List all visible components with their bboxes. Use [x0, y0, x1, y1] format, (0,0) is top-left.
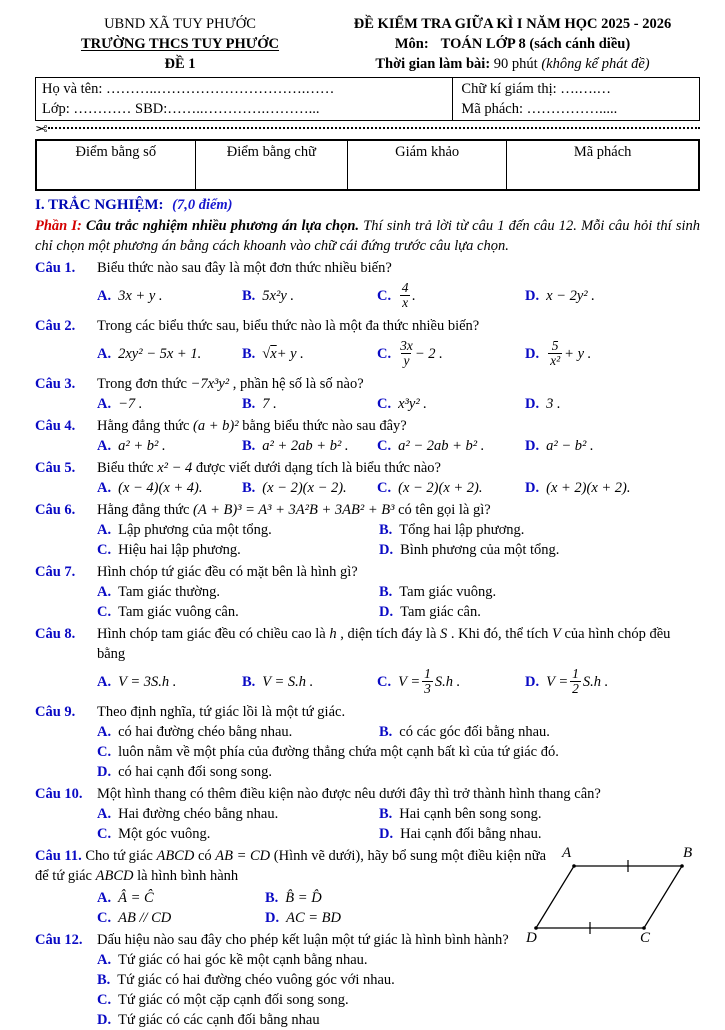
scissors-icon: ✂	[35, 120, 48, 138]
score-table	[35, 139, 700, 191]
option-c	[97, 602, 379, 622]
option-letter: D.	[97, 1011, 112, 1028]
option-d	[265, 908, 341, 928]
question-12-label: Câu 12.	[35, 931, 83, 948]
option-b	[379, 520, 524, 540]
option-d	[525, 286, 595, 306]
option-letter: D.	[97, 763, 112, 780]
question-9-options-row1	[35, 722, 700, 742]
question-text-part: là hình bình hành	[133, 867, 239, 884]
option-text: (x − 4)(x + 4).	[118, 479, 203, 496]
option-d	[525, 667, 608, 696]
option-letter: B.	[242, 287, 256, 304]
examiner-header: Giám khảo	[348, 140, 507, 190]
option-text: S.h .	[582, 673, 609, 690]
option-text: có hai đường chéo bằng nhau.	[118, 723, 293, 740]
option-a	[97, 672, 242, 692]
option-b	[265, 888, 322, 908]
class-sbd-field: Lớp: ………… SBD:……..………….………...	[42, 101, 320, 117]
option-letter: D.	[525, 437, 540, 454]
option-letter: D.	[525, 395, 540, 412]
question-12-option-a	[35, 950, 700, 970]
question-10-label: Câu 10.	[35, 785, 83, 802]
fraction	[400, 281, 410, 310]
option-text: AB // CD	[118, 909, 172, 926]
duration-line	[325, 54, 700, 74]
option-letter: A.	[97, 723, 112, 740]
option-a	[97, 344, 242, 364]
option-text: a² − 2ab + b² .	[398, 437, 485, 454]
option-letter: A.	[97, 479, 112, 496]
option-letter: A.	[97, 805, 112, 822]
question-text-part: có	[194, 847, 216, 864]
option-text: Tứ giác có hai góc kề một cạnh bằng nhau.	[118, 951, 368, 968]
option-text: Hai cạnh bên song song.	[399, 805, 542, 822]
question-8-text	[97, 624, 700, 664]
fraction-numerator: 5	[551, 338, 559, 354]
vertex-label-d: D	[526, 929, 537, 946]
fraction-numerator: 1	[424, 666, 431, 682]
option-letter: B.	[97, 971, 111, 988]
question-text-part: bằng biểu thức nào sau đây?	[238, 417, 407, 434]
option-text: a² + b² .	[118, 437, 166, 454]
option-text: Tứ giác có hai đường chéo vuông góc với nhau.	[117, 971, 395, 988]
option-letter: B.	[379, 805, 393, 822]
fraction-denominator: y	[403, 353, 410, 369]
option-letter: C.	[377, 437, 392, 454]
question-text-part: được viết dưới dạng tích là biểu thức nào?	[192, 459, 441, 476]
vertex-label-b: B	[683, 844, 693, 861]
question-5-options	[35, 478, 700, 498]
option-text: Tam giác vuông.	[399, 583, 497, 600]
question-4	[35, 416, 700, 456]
option-letter: C.	[97, 825, 112, 842]
question-5	[35, 458, 700, 498]
option-text: (x + 2)(x + 2).	[546, 479, 631, 496]
part-1-bold: Câu trắc nghiệm nhiều phương án lựa chọn.	[81, 217, 360, 234]
option-d	[379, 824, 541, 844]
question-1-options	[35, 278, 700, 314]
issuer-name: UBND XÃ TUY PHƯỚC	[104, 16, 256, 32]
question-text-part: Cho tứ giác	[81, 847, 157, 864]
fraction-denominator: 3	[424, 681, 431, 697]
question-math: ABCD	[95, 867, 134, 884]
question-text-part: Biểu thức	[97, 459, 158, 476]
question-6-text	[97, 500, 700, 520]
option-a	[97, 804, 379, 824]
option-letter: A.	[97, 889, 112, 906]
subject-label: Môn:	[394, 36, 429, 52]
option-text: Lập phương của một tổng.	[118, 521, 272, 538]
fraction	[400, 339, 413, 368]
question-7-label: Câu 7.	[35, 563, 76, 580]
option-text: Hai đường chéo bằng nhau.	[118, 805, 279, 822]
option-d	[525, 436, 594, 456]
option-text: a² − b² .	[546, 437, 594, 454]
option-letter: C.	[377, 287, 392, 304]
option-c	[377, 478, 525, 498]
duration-label: Thời gian làm bài:	[375, 56, 491, 72]
question-9-label: Câu 9.	[35, 703, 76, 720]
question-text-part: . Khi đó, thể tích	[447, 625, 553, 642]
option-text: 5x²y .	[262, 287, 295, 304]
option-letter: D.	[379, 825, 394, 842]
fraction-denominator: x	[402, 295, 409, 311]
option-text: x − 2y² .	[546, 287, 595, 304]
code-field: Mã phách: …………….....	[461, 101, 618, 117]
question-3-text	[97, 374, 700, 394]
option-text: AC = BD	[286, 909, 342, 926]
option-text: S.h .	[434, 673, 461, 690]
question-math: V	[552, 625, 561, 642]
option-a	[97, 888, 265, 908]
option-letter: D.	[525, 673, 540, 690]
part-1-intro	[35, 216, 700, 256]
proctor-signature-field: Chữ kí giám thị: ….….…	[461, 81, 612, 97]
option-c	[97, 908, 265, 928]
question-3-label: Câu 3.	[35, 375, 76, 392]
option-a	[97, 436, 242, 456]
question-text-part: Trong đơn thức	[97, 375, 191, 392]
option-text: .	[412, 287, 416, 304]
question-9	[35, 702, 700, 782]
fraction-numerator: 3x	[400, 338, 413, 354]
question-math: ABCD	[156, 847, 195, 864]
option-letter: B.	[379, 521, 393, 538]
section-1-points: (7,0 điểm)	[172, 197, 233, 213]
question-10	[35, 784, 700, 844]
option-text: 2xy² − 5x + 1.	[118, 345, 202, 362]
option-letter: B.	[242, 673, 256, 690]
option-letter: C.	[97, 991, 112, 1008]
option-c	[377, 339, 525, 368]
cut-dotted-line	[48, 127, 700, 129]
option-text: V = 3S.h .	[118, 673, 177, 690]
question-8-label: Câu 8.	[35, 625, 76, 642]
option-letter: D.	[379, 541, 394, 558]
header-left	[35, 14, 325, 74]
question-8	[35, 624, 700, 700]
radical-sign: √	[262, 345, 271, 362]
question-text-part: Hằng đẳng thức	[97, 417, 194, 434]
fraction-denominator: x²	[550, 353, 561, 369]
question-4-label: Câu 4.	[35, 417, 76, 434]
question-2-label: Câu 2.	[35, 317, 76, 334]
option-d	[525, 339, 591, 368]
question-4-options	[35, 436, 700, 456]
part-1-label: Phần I:	[35, 217, 82, 234]
option-text: 7 .	[262, 395, 277, 412]
question-text-part: (Hình vẽ dưới), hãy bổ sung một điều kiện nữa để tứ giác	[35, 847, 547, 884]
student-info-box	[35, 77, 700, 121]
parallelogram-figure	[526, 844, 698, 946]
option-text: Tổng hai lập phương.	[399, 521, 525, 538]
option-b	[242, 436, 377, 456]
option-b	[242, 478, 377, 498]
option-c	[377, 667, 525, 696]
fraction-numerator: 1	[572, 666, 579, 682]
option-text: Bình phương của một tổng.	[400, 541, 560, 558]
option-b	[242, 286, 377, 306]
question-3	[35, 374, 700, 414]
question-12-option-b	[35, 970, 700, 990]
question-6-options-row1	[35, 520, 700, 540]
option-d	[379, 540, 559, 560]
question-text-part: , phần hệ số là số nào?	[229, 375, 364, 392]
score-words-header: Điểm bằng chữ	[195, 140, 347, 190]
option-letter: A.	[97, 395, 112, 412]
question-8-options	[35, 664, 700, 700]
question-text-part: của hình chóp đều bằng	[97, 625, 671, 662]
question-6-options-row2	[35, 540, 700, 560]
option-a	[97, 582, 379, 602]
question-10-options-row2	[35, 824, 700, 844]
question-10-options-row1	[35, 804, 700, 824]
option-text: x³y² .	[398, 395, 427, 412]
option-text: V =	[398, 673, 421, 690]
option-text: (x − 2)(x − 2).	[262, 479, 347, 496]
question-9-option-d	[35, 762, 700, 782]
header	[35, 14, 700, 74]
option-letter: B.	[379, 723, 393, 740]
question-12-option-c	[35, 990, 700, 1010]
option-letter: D.	[525, 287, 540, 304]
fraction-numerator: 4	[401, 280, 409, 296]
question-text-part: Hằng đẳng thức	[97, 501, 194, 518]
option-letter: B.	[242, 479, 256, 496]
option-text: có hai cạnh đối song song.	[118, 763, 272, 780]
school-name: TRƯỜNG THCS TUY PHƯỚC	[80, 36, 280, 52]
option-text: Tam giác thường.	[118, 583, 220, 600]
question-12-text: Dấu hiệu nào sau đây cho phép kết luận một tứ giác là hình bình hành?	[97, 931, 509, 948]
question-7	[35, 562, 700, 622]
option-text: Hai cạnh đối bằng nhau.	[400, 825, 542, 842]
option-a	[97, 478, 242, 498]
duration-value: 90 phút	[490, 56, 542, 72]
radical-argument: x	[270, 345, 277, 362]
option-letter: B.	[242, 437, 256, 454]
option-letter: A.	[97, 345, 112, 362]
option-text: 3 .	[546, 395, 561, 412]
option-text: Â = Ĉ	[118, 889, 154, 906]
question-12-option-d	[35, 1010, 700, 1030]
option-text: Tam giác cân.	[400, 603, 481, 620]
option-c	[377, 436, 525, 456]
option-b	[379, 804, 541, 824]
option-letter: A.	[97, 951, 112, 968]
question-math: AB = CD	[215, 847, 271, 864]
option-letter: C.	[377, 673, 392, 690]
option-letter: C.	[377, 479, 392, 496]
question-6-label: Câu 6.	[35, 501, 76, 518]
option-a	[97, 394, 242, 414]
option-letter: D.	[525, 479, 540, 496]
option-text: a² + 2ab + b² .	[262, 437, 349, 454]
question-7-options-row1	[35, 582, 700, 602]
option-letter: B.	[379, 583, 393, 600]
option-d	[379, 602, 481, 622]
option-d	[525, 394, 561, 414]
vertex-label-c: C	[640, 929, 651, 946]
option-text: V =	[546, 673, 569, 690]
option-b	[242, 672, 377, 692]
option-a	[97, 722, 379, 742]
exam-title: ĐỀ KIỂM TRA GIỮA KÌ I NĂM HỌC 2025 - 2026	[353, 16, 672, 32]
option-letter: C.	[377, 345, 392, 362]
option-text: luôn nằm về một phía của đường thẳng chứa một cạnh bất kì của tứ giác đó.	[118, 743, 559, 760]
option-c	[97, 540, 379, 560]
question-11-text	[35, 846, 547, 886]
option-b	[379, 722, 550, 742]
option-text: có các góc đối bằng nhau.	[399, 723, 550, 740]
option-text: Tam giác vuông cân.	[118, 603, 239, 620]
question-11-label: Câu 11.	[35, 847, 82, 864]
section-1-title	[35, 195, 700, 216]
option-text: Tứ giác có các cạnh đối bằng nhau	[118, 1011, 320, 1028]
option-letter: B.	[242, 345, 256, 362]
section-1-name: I. TRẮC NGHIỆM:	[35, 197, 164, 213]
option-a	[97, 520, 379, 540]
cut-line	[35, 121, 700, 138]
question-2-text: Trong các biểu thức sau, biểu thức nào là một đa thức nhiều biến?	[97, 317, 480, 334]
score-number-header: Điểm bằng số	[36, 140, 195, 190]
fraction	[570, 667, 581, 696]
fraction	[422, 667, 433, 696]
question-math: S	[440, 625, 448, 642]
option-letter: D.	[525, 345, 540, 362]
name-field: Họ và tên: ………..………………………….……	[42, 81, 335, 97]
header-right	[325, 14, 700, 74]
question-9-text: Theo định nghĩa, tứ giác lồi là một tứ giác.	[97, 703, 346, 720]
question-7-options-row2	[35, 602, 700, 622]
option-a	[97, 286, 242, 306]
duration-note: (không kể phát đề)	[541, 56, 650, 72]
option-text: Tứ giác có một cặp cạnh đối song song.	[118, 991, 349, 1008]
part-1-instructions: Thí sinh trả lời từ câu 1 đến câu 12. Mỗi câu hỏi thí sinh chỉ chọn một phương án bằng cách khoanh vào chữ cái đứng trước câu lựa chọn.	[35, 217, 701, 254]
question-1	[35, 258, 700, 314]
question-math: x² − 4	[157, 459, 193, 476]
option-letter: A.	[97, 437, 112, 454]
option-d	[525, 478, 631, 498]
option-c	[97, 824, 379, 844]
option-b	[379, 582, 496, 602]
code-header: Mã phách	[507, 140, 699, 190]
question-2	[35, 316, 700, 372]
option-letter: C.	[97, 909, 112, 926]
option-letter: A.	[97, 673, 112, 690]
exam-code: ĐỀ 1	[164, 56, 196, 72]
option-c	[377, 394, 525, 414]
option-c	[377, 281, 525, 310]
question-1-text: Biểu thức nào sau đây là một đơn thức nhiều biến?	[97, 259, 392, 276]
question-math: (A + B)³ = A³ + 3A²B + 3AB² + B³	[193, 501, 395, 518]
option-letter: C.	[97, 541, 112, 558]
question-3-options	[35, 394, 700, 414]
question-6	[35, 500, 700, 560]
option-letter: A.	[97, 583, 112, 600]
option-text: B̂ = D̂	[285, 889, 322, 906]
question-5-text	[97, 458, 700, 478]
question-text-part: có tên gọi là gì?	[394, 501, 491, 518]
question-7-text: Hình chóp tứ giác đều có mặt bên là hình gì?	[97, 563, 358, 580]
parallelogram-svg	[530, 844, 698, 946]
option-text: + y .	[276, 345, 304, 362]
option-b	[242, 344, 377, 364]
option-letter: A.	[97, 521, 112, 538]
student-info-left	[36, 78, 453, 120]
score-table-header-row	[36, 140, 699, 190]
fraction	[548, 339, 562, 368]
question-2-options	[35, 336, 700, 372]
question-text-part: , diện tích đáy là	[336, 625, 441, 642]
question-5-label: Câu 5.	[35, 459, 76, 476]
option-text: V = S.h .	[262, 673, 314, 690]
question-text-part: Hình chóp tam giác đều có chiều cao là	[97, 625, 330, 642]
option-letter: B.	[265, 889, 279, 906]
question-math: −7x³y²	[190, 375, 230, 392]
option-letter: B.	[242, 395, 256, 412]
option-b	[242, 394, 377, 414]
student-info-right	[453, 78, 699, 120]
option-text: + y .	[564, 345, 592, 362]
option-text: (x − 2)(x + 2).	[398, 479, 483, 496]
option-text: Hiệu hai lập phương.	[118, 541, 241, 558]
subject-line	[325, 34, 700, 54]
option-text: 3x + y .	[118, 287, 163, 304]
question-10-text: Một hình thang có thêm điều kiện nào được nêu dưới đây thì trở thành hình thang cân?	[97, 785, 601, 802]
question-math: h	[329, 625, 337, 642]
option-letter: C.	[377, 395, 392, 412]
option-letter: C.	[97, 603, 112, 620]
option-letter: D.	[379, 603, 394, 620]
question-4-text	[97, 416, 700, 436]
option-letter: C.	[97, 743, 112, 760]
vertex-label-a: A	[562, 844, 572, 861]
option-letter: A.	[97, 287, 112, 304]
fraction-denominator: 2	[572, 681, 579, 697]
question-math: (a + b)²	[193, 417, 239, 434]
option-text: −7 .	[118, 395, 143, 412]
subject-value: TOÁN LỚP 8 (sách cánh diều)	[440, 36, 631, 52]
question-1-label: Câu 1.	[35, 259, 76, 276]
option-text: Một góc vuông.	[118, 825, 211, 842]
option-letter: D.	[265, 909, 280, 926]
option-text: − 2 .	[414, 345, 443, 362]
question-9-option-c	[35, 742, 700, 762]
